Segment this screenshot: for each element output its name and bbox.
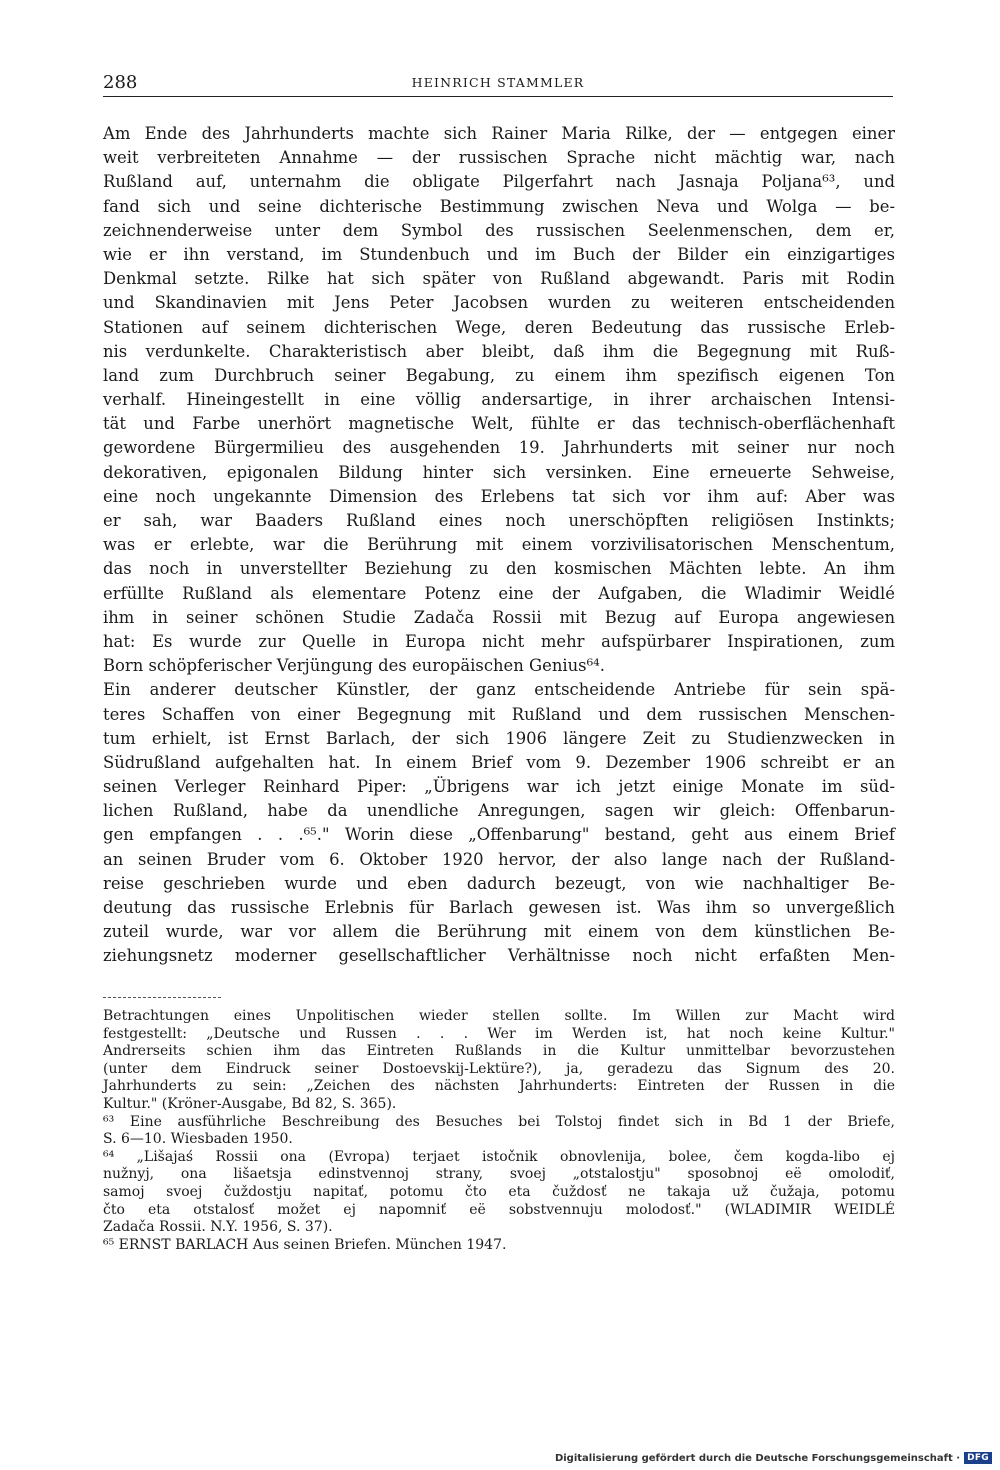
body-line: seinen Verleger Reinhard Piper: „Übrigens war ich jetzt einige Monate im süd- bbox=[103, 777, 895, 797]
body-line: Rußland auf, unternahm die obligate Pilgerfahrt nach Jasnaja Poljana⁶³, und bbox=[103, 172, 895, 192]
footnote-line: (unter dem Eindruck seiner Dostoevskij-Lektüre?), ja, geradezu das Signum des 20. bbox=[103, 1060, 895, 1077]
body-line: lichen Rußland, habe da unendliche Anregungen, sagen wir gleich: Offenbarun- bbox=[103, 801, 895, 821]
body-line: teres Schaffen von einer Begegnung mit Rußland und dem russischen Menschen- bbox=[103, 704, 895, 724]
footnotes bbox=[103, 1008, 895, 1254]
digitization-credit bbox=[555, 1452, 992, 1464]
body-line: wie er ihn verstand, im Stundenbuch und im Buch der Bilder ein einzigartiges bbox=[103, 244, 895, 264]
footnote-line: samoj svoej čuždostju napitať, potomu čto eta čuždosť ne takaja už čužaja, potomu bbox=[103, 1183, 895, 1200]
body-text bbox=[103, 122, 895, 969]
body-line: tät und Farbe unerhört magnetische Welt, fühlte er das technisch-oberflächenhaft bbox=[103, 414, 895, 434]
dfg-logo-icon: DFG bbox=[964, 1452, 992, 1464]
body-line: land zum Durchbruch seiner Begabung, zu einem ihm spezifisch eigenen Ton bbox=[103, 365, 895, 385]
body-line: fand sich und seine dichterische Bestimmung zwischen Neva und Wolga — be- bbox=[103, 196, 895, 216]
body-line: Ein anderer deutscher Künstler, der ganz entscheidende Antriebe für sein spä- bbox=[103, 680, 895, 700]
footnote-line: Betrachtungen eines Unpolitischen wieder stellen sollte. Im Willen zur Macht wird bbox=[103, 1008, 895, 1024]
body-line: zeichnenderweise unter dem Symbol des russischen Seelenmenschen, dem er, bbox=[103, 220, 895, 240]
body-line: verhalf. Hineingestellt in eine völlig andersartige, in ihrer archaischen Intensi- bbox=[103, 390, 895, 410]
body-line: erfüllte Rußland als elementare Potenz eine der Aufgaben, die Wladimir Weidlé bbox=[103, 583, 895, 603]
body-line: gewordene Bürgermilieu des ausgehenden 19. Jahrhunderts mit seiner nur noch bbox=[103, 438, 895, 458]
footnote-line: S. 6—10. Wiesbaden 1950. bbox=[103, 1131, 293, 1148]
body-line: ihm in seiner schönen Studie Zadača Rossii mit Bezug auf Europa angewiesen bbox=[103, 607, 895, 627]
body-line: ziehungsnetz moderner gesellschaftlicher Verhältnisse noch nicht erfaßten Men- bbox=[103, 946, 895, 966]
footnote-line: Zadača Rossii. N.Y. 1956, S. 37). bbox=[103, 1219, 333, 1236]
page-number: 288 bbox=[103, 72, 138, 93]
page-header bbox=[103, 72, 893, 97]
body-line: hat: Es wurde zur Quelle in Europa nicht mehr aufspürbarer Inspirationen, zum bbox=[103, 631, 895, 651]
footnote-line: festgestellt: „Deutsche und Russen . . . Wer im Werden ist, hat noch keine Kultur." bbox=[103, 1025, 895, 1042]
body-line: und Skandinavien mit Jens Peter Jacobsen wurden zu weiteren entscheidenden bbox=[103, 293, 895, 313]
body-line: Born schöpferischer Verjüngung des europäischen Genius⁶⁴. bbox=[103, 656, 605, 676]
footnote-64: ⁶⁴ „Lišajaś Rossii ona (Evropa) terjaet istočnik obnovlenija, bolee, čem kogda-libo ej bbox=[103, 1148, 895, 1165]
body-line: nis verdunkelte. Charakteristisch aber bleibt, daß ihm die Begegnung mit Ruß- bbox=[103, 341, 895, 361]
body-line: Stationen auf seinem dichterischen Wege, deren Bedeutung das russische Erleb- bbox=[103, 317, 895, 337]
footnote-line: nužnyj, ona lišaetsja edinstvennoj strany, svoej „otstalostju" sposobnoj eë omolodiť, bbox=[103, 1166, 895, 1183]
running-head: HEINRICH STAMMLER bbox=[411, 75, 585, 90]
footnote-line: Jahrhunderts zu sein: „Zeichen des nächsten Jahrhunderts: Eintreten der Russen in die bbox=[103, 1078, 895, 1095]
footnote-line: čto eta otstalosť možet ej napomniť eë sobstvennuju molodosť." (WLADIMIR WEIDLÉ bbox=[103, 1201, 895, 1218]
body-line: dekorativen, epigonalen Bildung hinter sich versinken. Eine erneuerte Sehweise, bbox=[103, 462, 895, 482]
footnote-65: ⁶⁵ ERNST BARLACH Aus seinen Briefen. München 1947. bbox=[103, 1236, 507, 1253]
body-line: an seinen Bruder vom 6. Oktober 1920 hervor, der also lange nach der Rußland- bbox=[103, 849, 895, 869]
body-line: Südrußland aufgehalten hat. In einem Brief vom 9. Dezember 1906 schreibt er an bbox=[103, 752, 895, 772]
body-line: was er erlebte, war die Berührung mit einem vorzivilisatorischen Menschentum, bbox=[103, 535, 895, 555]
body-line: tum erhielt, ist Ernst Barlach, der sich 1906 längere Zeit zu Studienzwecken in bbox=[103, 728, 895, 748]
body-line: reise geschrieben wurde und eben dadurch bezeugt, von wie nachhaltiger Be- bbox=[103, 873, 895, 893]
body-line: er sah, war Baaders Rußland eines noch unerschöpften religiösen Instinkts; bbox=[103, 511, 895, 530]
body-line: weit verbreiteten Annahme — der russischen Sprache nicht mächtig war, nach bbox=[103, 148, 895, 168]
body-line: Denkmal setzte. Rilke hat sich später von Rußland abgewandt. Paris mit Rodin bbox=[103, 269, 895, 289]
body-line: zuteil wurde, war vor allem die Berührung mit einem von dem künstlichen Be- bbox=[103, 922, 895, 942]
credit-text: Digitalisierung gefördert durch die Deutsche Forschungsgemeinschaft · bbox=[554, 1452, 961, 1464]
body-line: das noch in unverstellter Beziehung zu den kosmischen Mächten lebte. An ihm bbox=[103, 559, 895, 579]
footnote-line: Andrerseits schien ihm das Eintreten Rußlands in die Kultur unmittelbar bevorzustehen bbox=[103, 1043, 895, 1060]
footnote-line: Kultur." (Kröner-Ausgabe, Bd 82, S. 365). bbox=[103, 1095, 397, 1112]
footnote-63: ⁶³ Eine ausführliche Beschreibung des Besuches bei Tolstoj findet sich in Bd 1 der Briefe, bbox=[103, 1113, 895, 1130]
body-line: deutung das russische Erlebnis für Barlach gewesen ist. Was ihm so unvergeßlich bbox=[103, 898, 895, 917]
body-line: eine noch ungekannte Dimension des Erlebens tat sich vor ihm auf: Aber was bbox=[103, 486, 895, 506]
body-line: gen empfangen . . .⁶⁵." Worin diese „Offenbarung" bestand, geht aus einem Brief bbox=[103, 825, 895, 845]
body-line: Am Ende des Jahrhunderts machte sich Rainer Maria Rilke, der — entgegen einer bbox=[103, 124, 895, 143]
footnote-divider bbox=[103, 997, 221, 998]
